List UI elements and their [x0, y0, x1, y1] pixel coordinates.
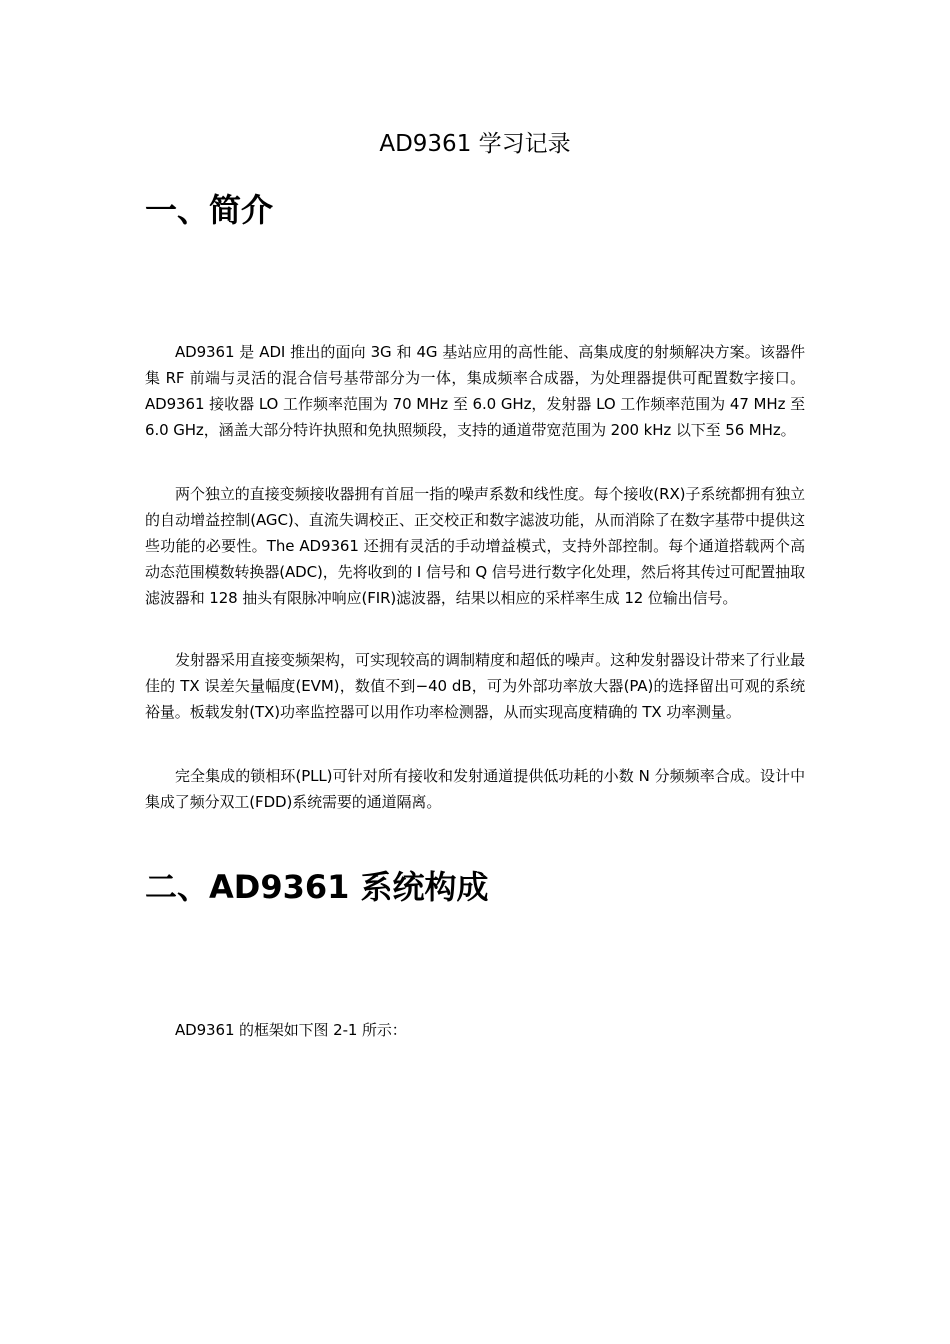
section-heading-system: 二、AD9361 系统构成: [145, 868, 489, 906]
section-heading-intro: 一、简介: [145, 191, 274, 229]
paragraph-framework: AD9361 的框架如下图 2-1 所示：: [175, 1021, 407, 1039]
document-title: AD9361 学习记录: [379, 131, 571, 157]
paragraph-transmitter: 发射器采用直接变频架构，可实现较高的调制精度和超低的噪声。这种发射器设计带来了行业最佳的 TX 误差矢量幅度(EVM)，数值不到−40 dB，可为外部功率放大器(PA)的选择留出可观的系统裕量。板载发射(TX)功率监控器可以用作功率检测器，从而实现高度精确的 TX 功率测量。: [145, 651, 805, 721]
paragraph-overview: AD9361 是 ADI 推出的面向 3G 和 4G 基站应用的高性能、高集成度的射频解决方案。该器件集 RF 前端与灵活的混合信号基带部分为一体，集成频率合成器，为处理器提供可配置数字接口。AD9361 接收器 LO 工作频率范围为 70 MHz 至 6.0 GHz，发射器 LO 工作频率范围为 47 MHz 至 6.0 GHz，涵盖大部分特许执照和免执照频段，支持的通道带宽范围为 200 kHz 以下至 56 MHz。: [145, 343, 805, 439]
paragraph-pll: 完全集成的锁相环(PLL)可针对所有接收和发射通道提供低功耗的小数 N 分频频率合成。设计中集成了频分双工(FDD)系统需要的通道隔离。: [145, 767, 805, 811]
paragraph-receiver: 两个独立的直接变频接收器拥有首屈一指的噪声系数和线性度。每个接收(RX)子系统都拥有独立的自动增益控制(AGC)、直流失调校正、正交校正和数字滤波功能，从而消除了在数字基带中提供这些功能的必要性。The AD9361 还拥有灵活的手动增益模式，支持外部控制。每个通道搭载两个高动态范围模数转换器(ADC)，先将收到的 I 信号和 Q 信号进行数字化处理，然后将其传过可配置抽取滤波器和 128 抽头有限脉冲响应(FIR)滤波器，结果以相应的采样率生成 12 位输出信号。: [145, 485, 805, 607]
